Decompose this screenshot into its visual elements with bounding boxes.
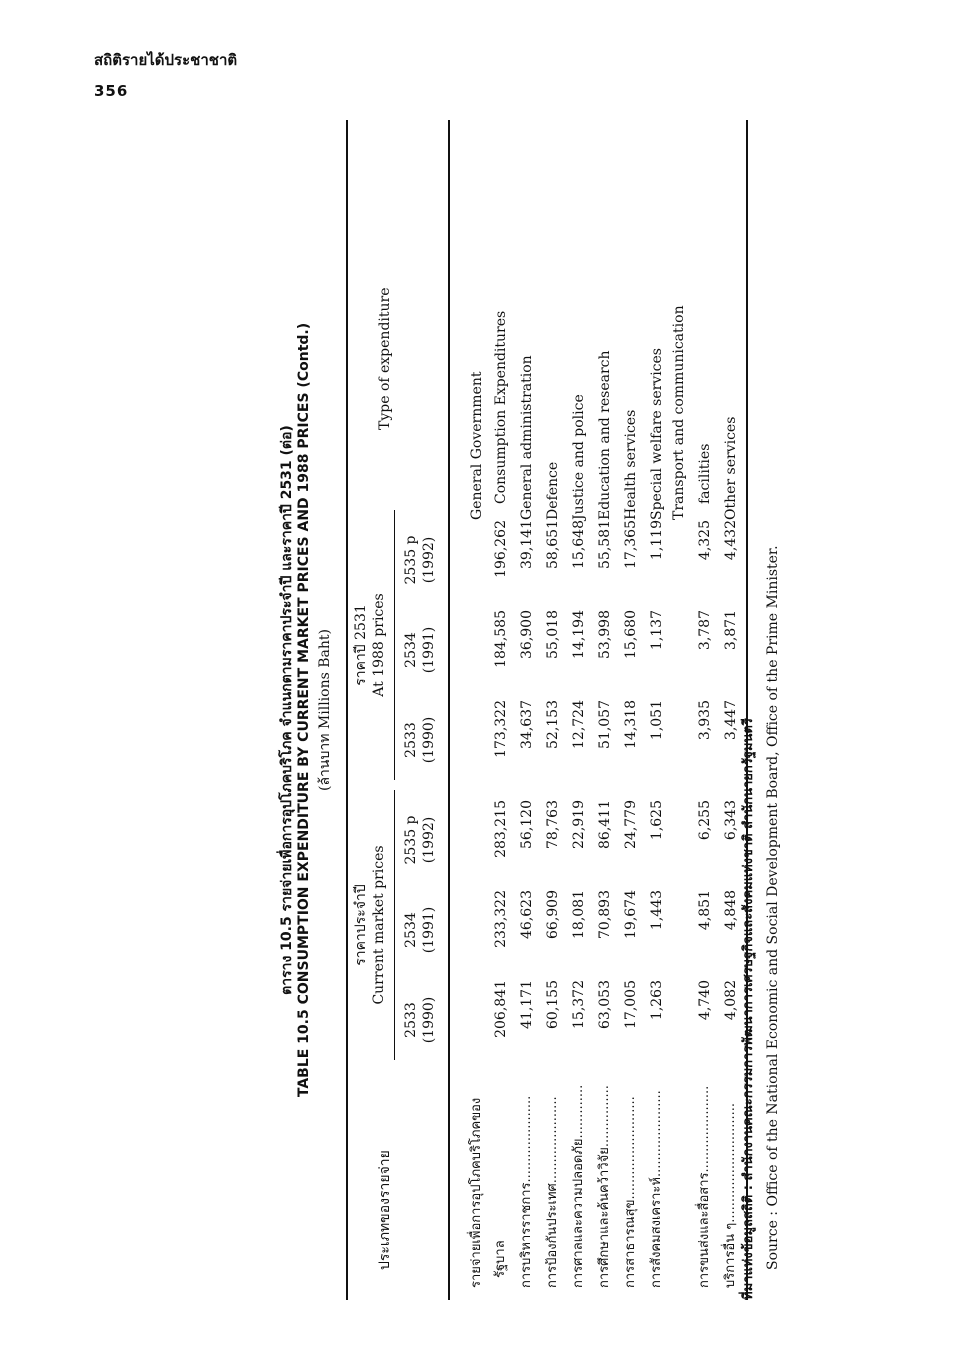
row-label-english: Transport and communication bbox=[671, 305, 687, 520]
year-header-en: (1992) bbox=[421, 816, 437, 864]
cell-value: 4,432 bbox=[723, 520, 739, 561]
cell-value: 58,651 bbox=[545, 520, 561, 569]
cell-value: 34,637 bbox=[519, 700, 535, 749]
cell-value: 12,724 bbox=[571, 700, 587, 749]
group-current-underline bbox=[394, 790, 395, 1060]
row-label-thai: การศึกษาและค้นคว้าวิจัย............... bbox=[597, 1085, 612, 1288]
table-title-thai: ตาราง 10.5 รายจ่ายเพื่อการอุปโภคบริโภค จำแนกตามราคาประจำปี และราคาปี 2531 (ต่อ) bbox=[279, 425, 295, 995]
cell-value: 4,325 bbox=[697, 520, 713, 561]
cell-value: 39,141 bbox=[519, 520, 535, 569]
year-header-en: (1990) bbox=[421, 716, 437, 764]
row-label-english: Education and research bbox=[597, 350, 613, 520]
section-label-thai: รายจ่ายเพื่อการอุปโภคบริโภคของ bbox=[469, 1097, 484, 1288]
header-rule bbox=[448, 120, 450, 1300]
row-label-thai: การสังคมสงเคราะห์..................... bbox=[649, 1090, 664, 1288]
row-label-english: Consumption Expenditures bbox=[493, 310, 509, 504]
year-header-en: (1990) bbox=[421, 996, 437, 1044]
row-label-english: General administration bbox=[519, 355, 535, 520]
cell-value: 196,262 bbox=[493, 520, 509, 578]
cell-value: 66,909 bbox=[545, 890, 561, 939]
row-label-english: Other services bbox=[723, 416, 739, 520]
cell-value: 1,625 bbox=[649, 800, 665, 841]
year-header-th: 2535 p bbox=[403, 535, 419, 585]
row-label-english: Health services bbox=[623, 409, 639, 520]
page-header-title: สถิติรายได้ประชาชาติ bbox=[94, 51, 238, 69]
cell-value: 55,581 bbox=[597, 520, 613, 569]
cell-value: 53,998 bbox=[597, 610, 613, 659]
cell-value: 206,841 bbox=[493, 980, 509, 1038]
cell-value: 233,322 bbox=[493, 890, 509, 948]
cell-value: 14,194 bbox=[571, 610, 587, 659]
cell-value: 1,051 bbox=[649, 700, 665, 741]
source-block bbox=[742, 120, 802, 1300]
column-header-english: Type of expenditure bbox=[377, 287, 393, 430]
year-header-en: (1991) bbox=[421, 626, 437, 674]
cell-value: 60,155 bbox=[545, 980, 561, 1029]
section-label-english: General Government bbox=[469, 371, 485, 520]
cell-value: 15,648 bbox=[571, 520, 587, 569]
year-header-th: 2534 bbox=[403, 912, 419, 948]
cell-value: 4,848 bbox=[723, 890, 739, 931]
year-header-th: 2534 bbox=[403, 632, 419, 668]
group-1988-english: At 1988 prices bbox=[371, 593, 387, 697]
cell-value: 78,763 bbox=[545, 800, 561, 849]
cell-value: 283,215 bbox=[493, 800, 509, 858]
group-1988-thai: ราคาปี 2531 bbox=[353, 604, 369, 686]
cell-value: 86,411 bbox=[597, 800, 613, 849]
source-thai: ที่มาแห่งข้อมูลสถิติ : สำนักงานคณะกรรมการพัฒนาการเศรษฐกิจและสังคมแห่งชาติ สำนักนายกรัฐมนตรี bbox=[741, 718, 756, 1300]
cell-value: 22,919 bbox=[571, 800, 587, 849]
cell-value: 6,255 bbox=[697, 800, 713, 841]
cell-value: 41,171 bbox=[519, 980, 535, 1029]
row-label-thai: การบริหารราชการ..................... bbox=[519, 1095, 534, 1288]
source-english: Source : Office of the National Economic and Social Development Board, Office of the Prime Minister. bbox=[765, 545, 781, 1270]
row-label-english: Defence bbox=[545, 461, 561, 520]
cell-value: 4,740 bbox=[697, 980, 713, 1021]
cell-value: 19,674 bbox=[623, 890, 639, 939]
cell-value: 51,057 bbox=[597, 700, 613, 749]
cell-value: 3,935 bbox=[697, 700, 713, 741]
table-unit: (ล้านบาท Millions Baht) bbox=[317, 629, 333, 791]
row-label-english: Justice and police bbox=[571, 394, 587, 520]
column-header-thai: ประเภทของรายจ่าย bbox=[377, 1150, 393, 1270]
group-1988-underline bbox=[394, 510, 395, 780]
cell-value: 56,120 bbox=[519, 800, 535, 849]
page-number: 356 bbox=[94, 82, 129, 100]
row-label-english: Special welfare services bbox=[649, 348, 665, 520]
group-current-thai: ราคาประจำปี bbox=[353, 884, 369, 966]
cell-value: 17,365 bbox=[623, 520, 639, 569]
row-label-thai: การขนส่งและสื่อสาร..................... bbox=[697, 1085, 712, 1288]
cell-value: 55,018 bbox=[545, 610, 561, 659]
cell-value: 46,623 bbox=[519, 890, 535, 939]
cell-value: 4,851 bbox=[697, 890, 713, 931]
cell-value: 15,680 bbox=[623, 610, 639, 659]
cell-value: 17,005 bbox=[623, 980, 639, 1029]
cell-value: 36,900 bbox=[519, 610, 535, 659]
year-header-en: (1991) bbox=[421, 906, 437, 954]
year-header-th: 2533 bbox=[403, 1002, 419, 1038]
cell-value: 70,893 bbox=[597, 890, 613, 939]
cell-value: 173,322 bbox=[493, 700, 509, 758]
cell-value: 1,263 bbox=[649, 980, 665, 1021]
cell-value: 3,871 bbox=[723, 610, 739, 651]
cell-value: 3,787 bbox=[697, 610, 713, 651]
row-label-thai: รัฐบาล bbox=[493, 1240, 508, 1278]
top-rule bbox=[346, 120, 348, 1300]
cell-value: 63,053 bbox=[597, 980, 613, 1029]
cell-value: 6,343 bbox=[723, 800, 739, 841]
cell-value: 15,372 bbox=[571, 980, 587, 1029]
cell-value: 52,153 bbox=[545, 700, 561, 749]
group-current-english: Current market prices bbox=[371, 845, 387, 1005]
cell-value: 1,119 bbox=[649, 520, 665, 561]
cell-value: 1,443 bbox=[649, 890, 665, 931]
year-header-th: 2533 bbox=[403, 722, 419, 758]
cell-value: 184,585 bbox=[493, 610, 509, 668]
table-title-english: TABLE 10.5 CONSUMPTION EXPENDITURE BY CURRENT MARKET PRICES AND 1988 PRICES (Contd.) bbox=[296, 322, 312, 1098]
cell-value: 4,082 bbox=[723, 980, 739, 1021]
cell-value: 18,081 bbox=[571, 890, 587, 939]
cell-value: 24,779 bbox=[623, 800, 639, 849]
cell-value: 1,137 bbox=[649, 610, 665, 651]
year-header-en: (1992) bbox=[421, 536, 437, 584]
year-header-th: 2535 p bbox=[403, 815, 419, 865]
row-label-english-cont: facilities bbox=[697, 443, 713, 504]
cell-value: 3,447 bbox=[723, 700, 739, 741]
cell-value: 14,318 bbox=[623, 700, 639, 749]
row-label-thai: การศาลและความปลอดภัย............. bbox=[571, 1084, 586, 1288]
row-label-thai: การป้องกันประเทศ..................... bbox=[545, 1096, 560, 1288]
row-label-thai: การสาธารณสุข......................... bbox=[623, 1096, 638, 1288]
rotated-table bbox=[198, 120, 768, 1300]
row-label-thai: บริการอื่น ๆ............................. bbox=[723, 1102, 738, 1288]
